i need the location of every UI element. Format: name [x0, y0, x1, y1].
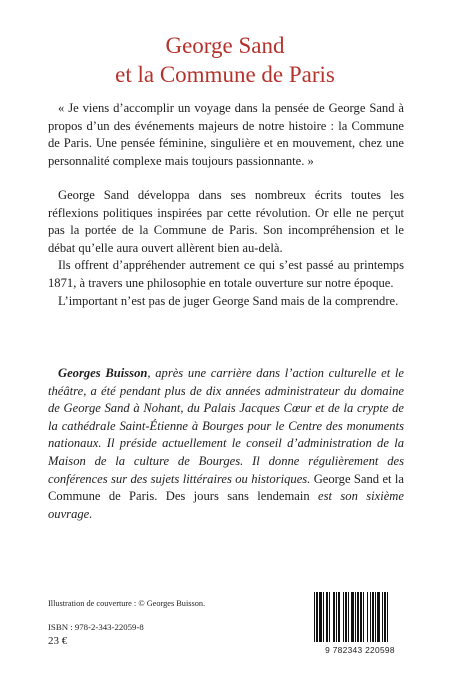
price: 23 € [48, 635, 68, 647]
summary-text [48, 187, 404, 310]
bio-text: , après une carrière dans l’action culturelle et le théâtre, a été pendant plus de dix années administrateur du domaine de George Sand à Nohant, du Palais Jacques Cœur et de la crypte de la cathédrale Saint-Étienne à Bourges pour le Centre des monuments nationaux. Il préside actuellement le conseil d’administration de la Maison de la culture de Bourges. Il donne régulièrement des conférences sur des sujets littéraires ou historiques. [48, 366, 404, 486]
summary-paragraph-2: Ils offrent d’appréhender autrement ce qui s’est passé au printemps 1871, à travers une philosophie en totale ouverture sur notre époque. [48, 258, 404, 290]
author-name: Georges Buisson [58, 366, 148, 380]
title-line-2: et la Commune de Paris [115, 62, 335, 87]
title-line-1: George Sand [165, 33, 285, 58]
barcode-bars [310, 590, 410, 645]
isbn: ISBN : 978-2-343-22059-8 [48, 622, 144, 632]
quote-paragraph: « Je viens d’accomplir un voyage dans la pensée de George Sand à propos d’un des événements majeurs de notre histoire : la Commune de Paris. Une pensée féminine, singulière et en mouvement, chez une personnalité complexe mais toujours passionnante. » [48, 101, 404, 168]
book-reference: George Sand et la Commune de Paris. Des jours sans lendemain [48, 471, 404, 504]
book-title [0, 31, 450, 89]
bio-tail: est son sixième ouvrage. [48, 489, 404, 521]
barcode-number: 9 782343 220598 [325, 645, 395, 655]
summary-paragraph-3: L’important n’est pas de juger George Sand mais de la comprendre. [58, 293, 399, 308]
cover-credit: Illustration de couverture : © Georges Buisson. [48, 599, 206, 608]
author-bio [48, 365, 404, 523]
barcode [310, 590, 410, 655]
summary-paragraph-1: George Sand développa dans ses nombreux écrits toutes les réflexions politiques inspirées par cette révolution. Or elle ne perçut pas la portée de la Commune de Paris. Son incompréhension et le débat qu’elle aura ouvert allèrent bien au-delà. [48, 188, 404, 255]
